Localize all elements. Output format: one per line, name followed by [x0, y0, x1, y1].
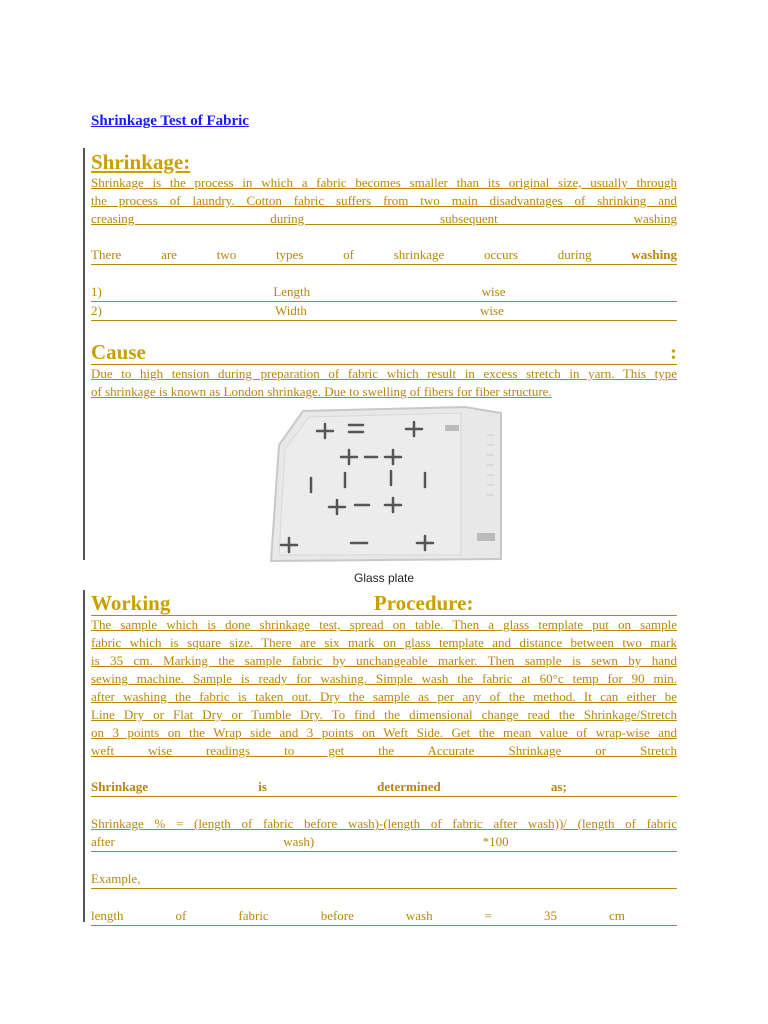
list-item — [91, 283, 677, 302]
formula-line-2 — [91, 833, 677, 852]
shrinkage-para-line: creasing during subsequent washing — [91, 211, 677, 226]
cause-para-line: Due to high tension during preparation of fabric which result in excess stretch in yarn. This type — [91, 366, 677, 381]
length-line — [91, 907, 677, 926]
word: is — [258, 779, 267, 794]
shrinkage-para-line: the process of laundry. Cotton fabric suffers from two main disadvantages of shrinking and — [91, 193, 677, 208]
word: length — [91, 908, 124, 923]
word: occurs — [484, 247, 518, 262]
left-margin-bar — [83, 148, 85, 560]
word: during — [557, 247, 592, 262]
word: as; — [550, 779, 567, 794]
procedure-para-line: after washing the fabric is taken out. Dry the sample as per any of the method. It can either be — [91, 689, 677, 704]
left-margin-bar — [83, 590, 85, 922]
procedure-heading-right: Procedure: — [373, 591, 474, 615]
list-item — [91, 302, 677, 321]
procedure-section — [91, 591, 677, 926]
word: after — [91, 834, 115, 849]
cause-para-line: of shrinkage is known as London shrinkage. Due to swelling of fibers for fiber structure. — [91, 384, 552, 399]
list-text: wise — [480, 303, 504, 318]
word: fabric — [238, 908, 269, 923]
shrinkage-heading: Shrinkage: — [91, 150, 191, 174]
cause-colon: : — [670, 340, 677, 364]
cause-heading: Cause — [91, 340, 146, 364]
word: Shrinkage — [91, 779, 149, 794]
procedure-para-line: sewing machine. Sample is ready for washing. Simple wash the fabric at 60°c temp for 90 min. — [91, 671, 677, 686]
word: washing — [631, 247, 677, 262]
example-line — [91, 870, 677, 889]
procedure-para-line: weft wise readings to get the Accurate Shrinkage or Stretch — [91, 743, 677, 758]
figure-caption: Glass plate — [353, 571, 415, 585]
glass-plate-illustration — [265, 405, 503, 563]
word: wash — [405, 908, 433, 923]
procedure-heading-row — [91, 591, 677, 616]
word: 35 — [544, 908, 558, 923]
title-link[interactable]: Shrinkage Test of Fabric — [91, 113, 249, 129]
word: are — [161, 247, 177, 262]
list-number: 2) — [91, 303, 102, 318]
procedure-para-line: on 3 points on the Wrap side and 3 points on Weft Side. Get the mean value of wrap-wise and — [91, 725, 677, 740]
procedure-heading-left: Working — [91, 591, 171, 615]
determined-line — [91, 778, 677, 797]
list-text: wise — [481, 284, 506, 299]
cause-section — [91, 340, 677, 401]
shrinkage-section — [91, 150, 677, 321]
word: *100 — [482, 834, 509, 849]
procedure-para-line: The sample which is done shrinkage test, spread on table. Then a glass template put on sample — [91, 617, 677, 632]
list-text: Length — [273, 284, 311, 299]
word: determined — [377, 779, 441, 794]
procedure-para-line: Line Dry or Flat Dry or Tumble Dry. To find the dimensional change read the Shrinkage/Stretch — [91, 707, 677, 722]
word: There — [91, 247, 122, 262]
glass-plate-image — [265, 405, 503, 563]
word: types — [275, 247, 304, 262]
types-line — [91, 246, 677, 265]
list-number: 1) — [91, 284, 102, 299]
example-label: Example, — [91, 871, 141, 886]
word: two — [216, 247, 237, 262]
word: cm — [609, 908, 625, 923]
word: of — [175, 908, 187, 923]
shrinkage-para-line: Shrinkage is the process in which a fabric becomes smaller than its original size, usually through — [91, 175, 677, 190]
word: of — [343, 247, 354, 262]
list-text: Width — [274, 303, 307, 318]
word: before — [320, 908, 354, 923]
word: wash) — [283, 834, 315, 849]
cause-heading-row — [91, 340, 677, 365]
procedure-para-line: is 35 cm. Marking the sample fabric by unchangeable marker. Then sample is sewn by hand — [91, 653, 677, 668]
procedure-para-line: fabric which is square size. There are six mark on glass template and distance between two mark — [91, 635, 677, 650]
word: shrinkage — [393, 247, 445, 262]
word: = — [484, 908, 492, 923]
formula-line: Shrinkage % = (length of fabric before wash)-(length of fabric after wash))/ (length of fabric — [91, 816, 677, 831]
